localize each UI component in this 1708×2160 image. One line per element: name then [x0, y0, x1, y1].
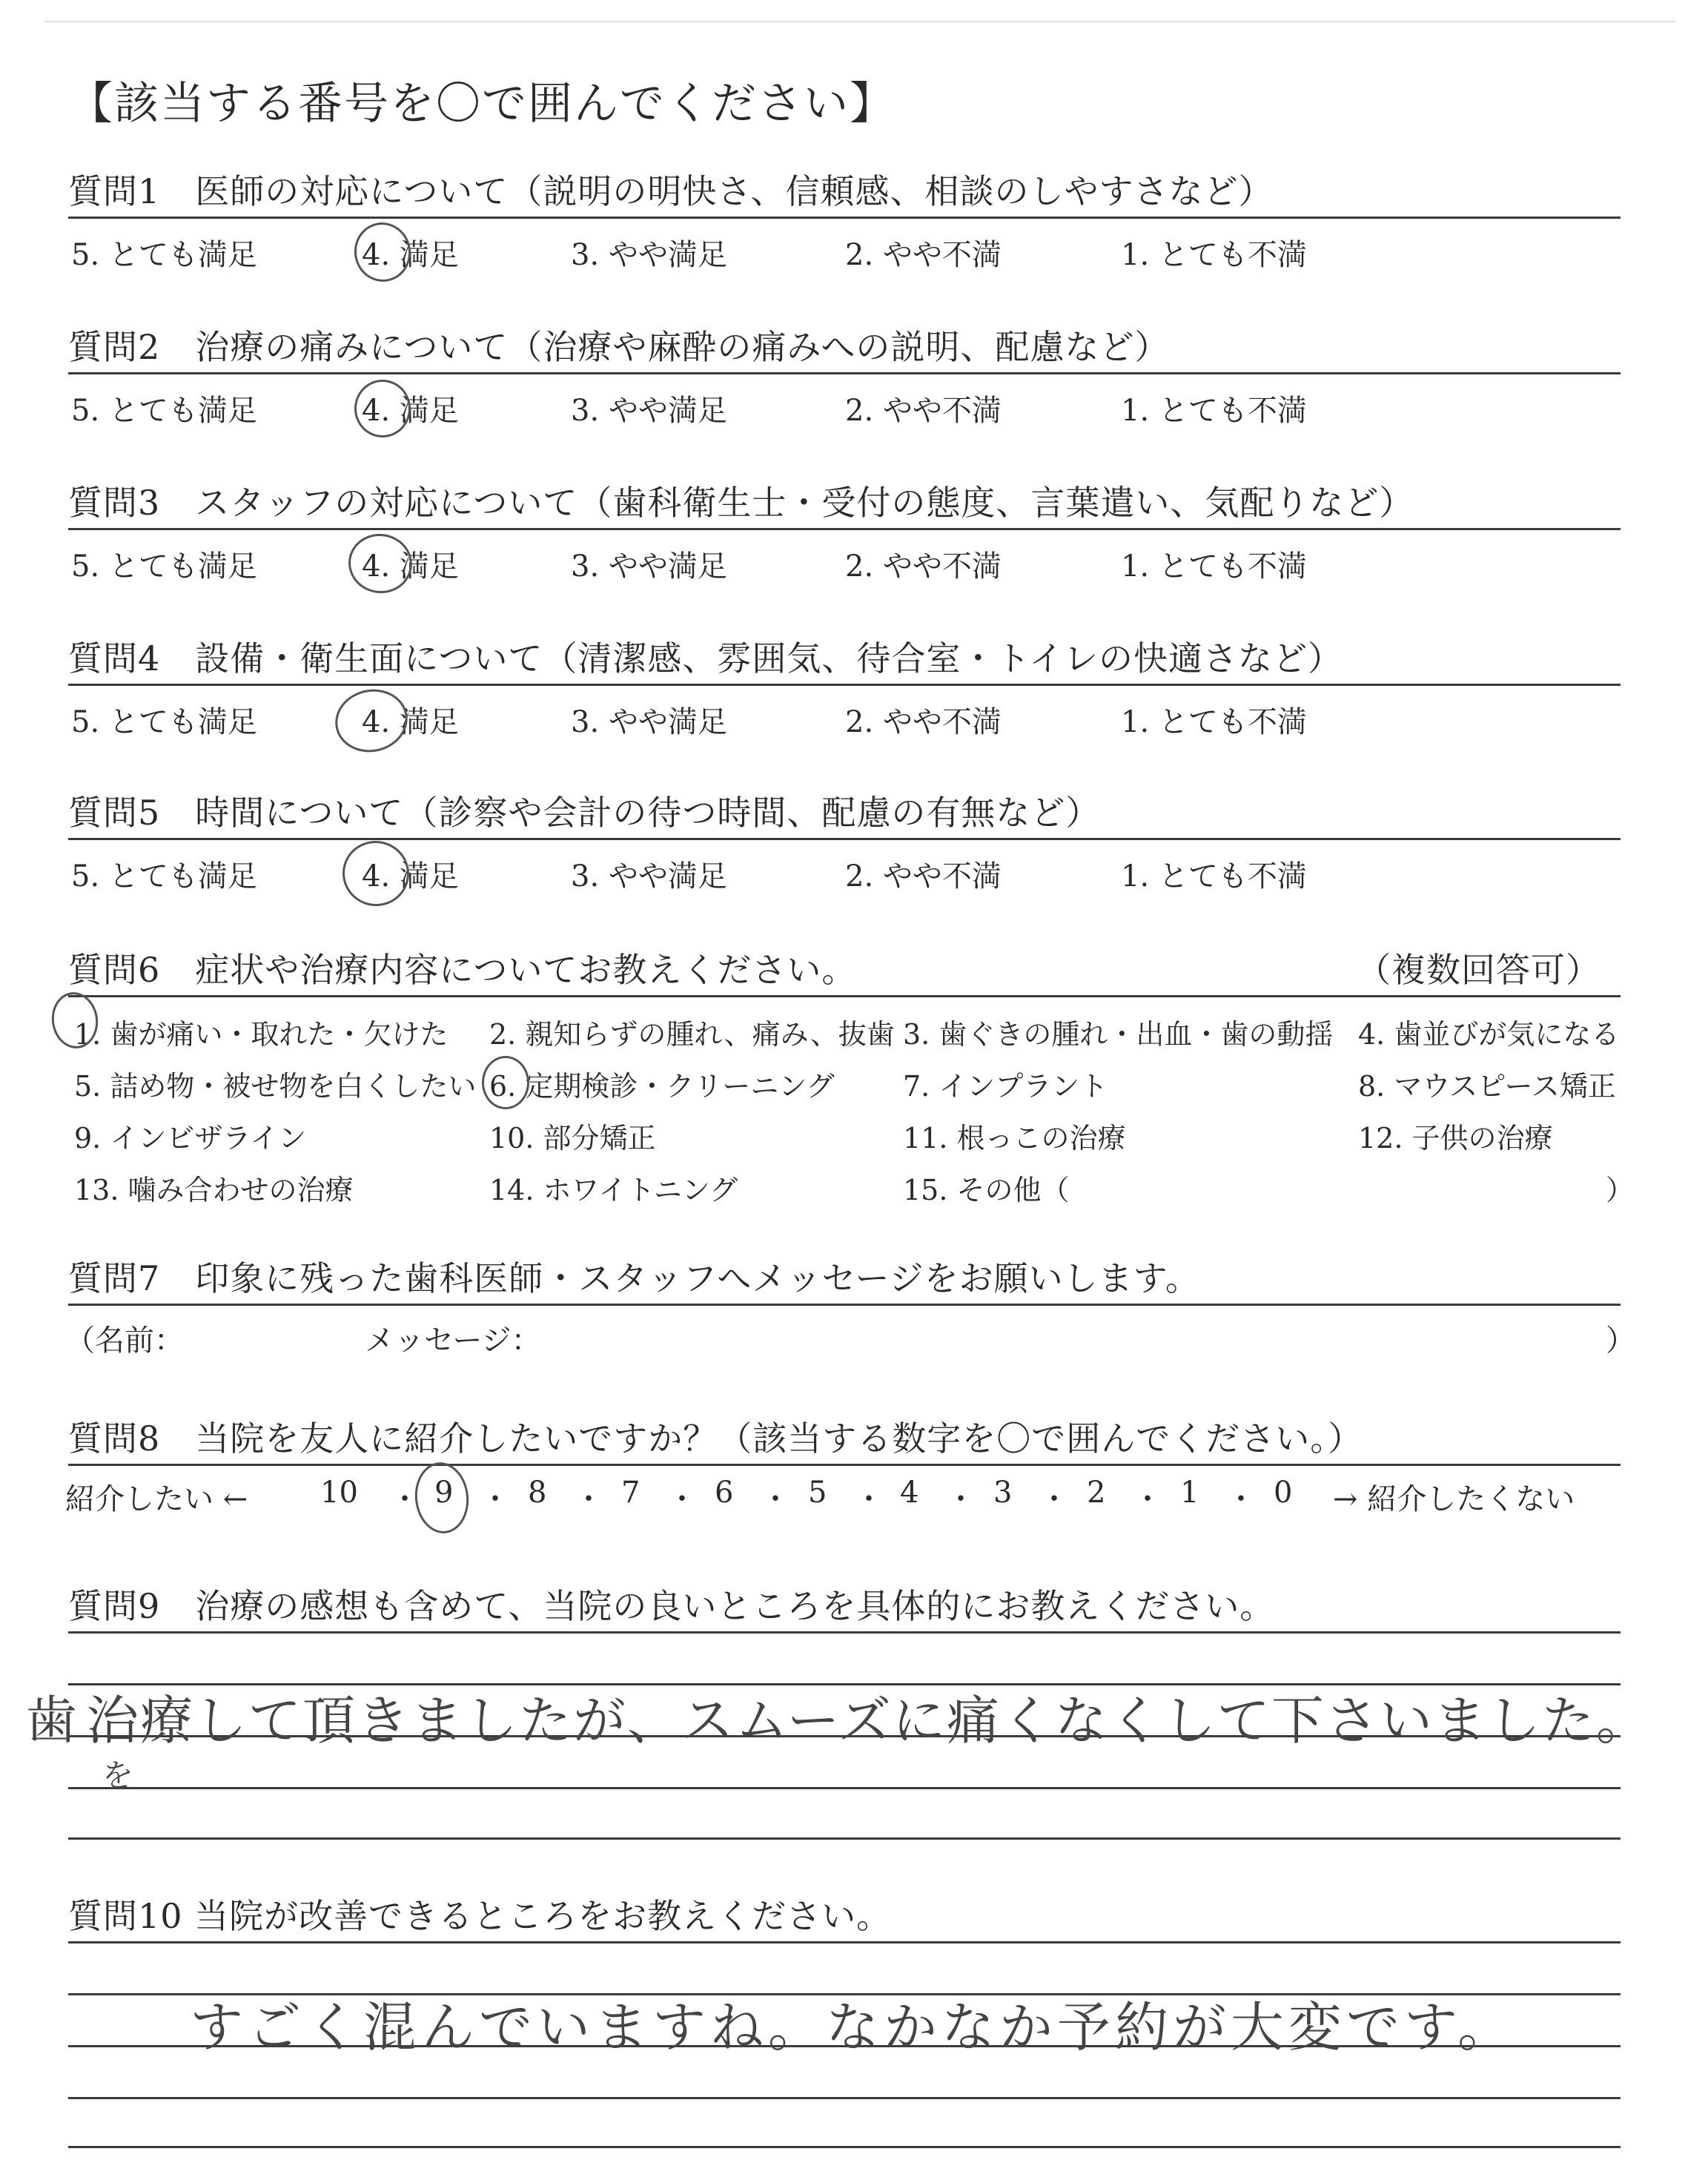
q6-selected-circle-6: [482, 1056, 529, 1109]
q1-selected-circle: [350, 218, 416, 286]
q3-option-3[interactable]: 3. やや満足: [571, 549, 727, 584]
q6-rule: [68, 995, 1621, 997]
q1-option-3[interactable]: 3. やや満足: [571, 238, 727, 272]
q3-rule: [68, 528, 1621, 530]
q6-option-12[interactable]: 12. 子供の治療: [1358, 1122, 1553, 1155]
q2-selected-circle: [354, 380, 411, 437]
q8-dot: ・: [1133, 1482, 1162, 1516]
q6-other-close-paren: ）: [1606, 1174, 1635, 1206]
q9-rule: [68, 1631, 1621, 1634]
q10-handwritten-answer: すごく混んでいますね。なかなか予約が大変です。: [190, 1996, 1516, 2058]
q4-option-3[interactable]: 3. やや満足: [571, 705, 727, 739]
q8-selected-circle: [411, 1459, 472, 1536]
q8-scale-4[interactable]: 4: [900, 1476, 919, 1510]
q3-selected-circle: [345, 529, 416, 597]
q10-line: [68, 2146, 1621, 2148]
q8-dot: ・: [574, 1482, 603, 1516]
q2-option-1[interactable]: 1. とても不満: [1121, 394, 1307, 428]
q1-title: 質問1 医師の対応について（説明の明快さ、信頼感、相談のしやすさなど）: [68, 171, 1274, 211]
q2-title: 質問2 治療の痛みについて（治療や麻酔の痛みへの説明、配慮など）: [68, 327, 1170, 367]
q5-option-1[interactable]: 1. とても不満: [1121, 859, 1307, 894]
q6-option-1[interactable]: 1. 歯が痛い・取れた・欠けた: [74, 1018, 448, 1051]
q8-left-label: 紹介したい ←: [65, 1482, 248, 1516]
q8-scale-10[interactable]: 10: [320, 1476, 358, 1510]
q2-option-4[interactable]: 4. 満足: [362, 394, 459, 428]
q6-option-2[interactable]: 2. 親知らずの腫れ、痛み、抜歯: [489, 1018, 895, 1051]
q8-dot: ・: [854, 1482, 884, 1516]
q5-selected-circle: [337, 836, 414, 911]
q7-title: 質問7 印象に残った歯科医師・スタッフへメッセージをお願いします。: [68, 1258, 1200, 1298]
q8-right-label: → 紹介したくない: [1333, 1482, 1575, 1516]
q9-handwritten-prefix: 歯: [25, 1690, 77, 1751]
q4-option-1[interactable]: 1. とても不満: [1121, 705, 1307, 739]
q3-title: 質問3 スタッフの対応について（歯科衛生士・受付の態度、言葉遣い、気配りなど）: [68, 483, 1414, 523]
q9-title: 質問9 治療の感想も含めて、当院の良いところを具体的にお教えください。: [68, 1586, 1275, 1626]
q8-dot: ・: [761, 1482, 790, 1516]
q4-title: 質問4 設備・衛生面について（清潔感、雰囲気、待合室・トイレの快適さなど）: [68, 638, 1343, 678]
q8-scale-3[interactable]: 3: [993, 1476, 1013, 1510]
q10-line: [68, 2097, 1621, 2099]
q1-option-2[interactable]: 2. やや不満: [845, 238, 1002, 272]
q1-option-4[interactable]: 4. 満足: [362, 238, 459, 272]
q2-option-5[interactable]: 5. とても満足: [71, 394, 257, 428]
q9-handwritten-answer: 治療して頂きましたが、スムーズに痛くなくして下さいました。: [86, 1690, 1650, 1751]
q6-option-14[interactable]: 14. ホワイトニング: [489, 1174, 738, 1206]
q8-dot: ・: [390, 1482, 420, 1516]
q7-rule: [68, 1304, 1621, 1306]
q8-dot: ・: [480, 1482, 510, 1516]
q2-option-3[interactable]: 3. やや満足: [571, 394, 727, 428]
page-title: 【該当する番号を〇で囲んでください】: [68, 78, 896, 130]
q8-dot: ・: [1226, 1482, 1256, 1516]
q5-option-4[interactable]: 4. 満足: [362, 859, 459, 894]
q8-scale-6[interactable]: 6: [715, 1476, 734, 1510]
q8-scale-7[interactable]: 7: [621, 1476, 640, 1510]
q8-title: 質問8 当院を友人に紹介したいですか？（該当する数字を〇で囲んでください。）: [68, 1418, 1363, 1459]
q4-option-5[interactable]: 5. とても満足: [71, 705, 257, 739]
q6-option-10[interactable]: 10. 部分矯正: [489, 1122, 656, 1155]
q2-option-2[interactable]: 2. やや不満: [845, 394, 1002, 428]
q3-option-2[interactable]: 2. やや不満: [845, 549, 1002, 584]
q7-close-paren: ）: [1606, 1324, 1635, 1358]
q8-dot: ・: [1039, 1482, 1069, 1516]
q1-rule: [68, 217, 1621, 219]
q1-option-1[interactable]: 1. とても不満: [1121, 238, 1307, 272]
q5-option-3[interactable]: 3. やや満足: [571, 859, 727, 894]
q5-rule: [68, 838, 1621, 840]
q3-option-1[interactable]: 1. とても不満: [1121, 549, 1307, 584]
q9-line: [68, 1787, 1621, 1789]
q6-option-6[interactable]: 6. 定期検診・クリーニング: [489, 1070, 835, 1103]
q7-name-label: （名前：: [65, 1324, 184, 1358]
q9-handwritten-insert: を: [102, 1757, 134, 1794]
top-border: [44, 21, 1675, 22]
q6-option-13[interactable]: 13. 噛み合わせの治療: [74, 1174, 354, 1206]
q7-message-label: メッセージ：: [365, 1324, 541, 1358]
q6-title: 質問6 症状や治療内容についてお教えください。: [68, 950, 857, 990]
q8-rule: [68, 1464, 1621, 1466]
q8-scale-9[interactable]: 9: [434, 1476, 454, 1510]
q5-option-2[interactable]: 2. やや不満: [845, 859, 1002, 894]
q8-scale-2[interactable]: 2: [1087, 1476, 1106, 1510]
q6-option-7[interactable]: 7. インプラント: [903, 1070, 1108, 1103]
q8-scale-1[interactable]: 1: [1180, 1476, 1199, 1510]
q4-rule: [68, 684, 1621, 686]
q6-multiple-note: （複数回答可）: [1357, 950, 1601, 990]
q4-selected-circle: [329, 683, 413, 759]
q5-option-5[interactable]: 5. とても満足: [71, 859, 257, 894]
q5-title: 質問5 時間について（診察や会計の待つ時間、配慮の有無など）: [68, 793, 1101, 833]
q10-rule: [68, 1941, 1621, 1943]
q3-option-5[interactable]: 5. とても満足: [71, 549, 257, 584]
q6-option-8[interactable]: 8. マウスピース矯正: [1358, 1070, 1616, 1103]
q2-rule: [68, 372, 1621, 374]
q6-option-4[interactable]: 4. 歯並びが気になる: [1358, 1018, 1620, 1051]
q3-option-4[interactable]: 4. 満足: [362, 549, 459, 584]
q6-option-5[interactable]: 5. 詰め物・被せ物を白くしたい: [74, 1070, 477, 1103]
q1-option-5[interactable]: 5. とても満足: [71, 238, 257, 272]
q4-option-4[interactable]: 4. 満足: [362, 705, 459, 739]
q6-option-11[interactable]: 11. 根っこの治療: [903, 1122, 1126, 1155]
q10-title: 質問10 当院が改善できるところをお教えください。: [68, 1896, 892, 1936]
q8-scale-5[interactable]: 5: [808, 1476, 827, 1510]
q8-scale-0[interactable]: 0: [1274, 1476, 1293, 1510]
q8-dot: ・: [946, 1482, 976, 1516]
q8-scale-8[interactable]: 8: [528, 1476, 547, 1510]
q6-option-3[interactable]: 3. 歯ぐきの腫れ・出血・歯の動揺: [903, 1018, 1334, 1051]
q6-option-15[interactable]: 15. その他（: [903, 1174, 1070, 1206]
q6-option-9[interactable]: 9. インビザライン: [74, 1122, 307, 1155]
q4-option-2[interactable]: 2. やや不満: [845, 705, 1002, 739]
q8-dot: ・: [667, 1482, 697, 1516]
q9-line: [68, 1837, 1621, 1840]
